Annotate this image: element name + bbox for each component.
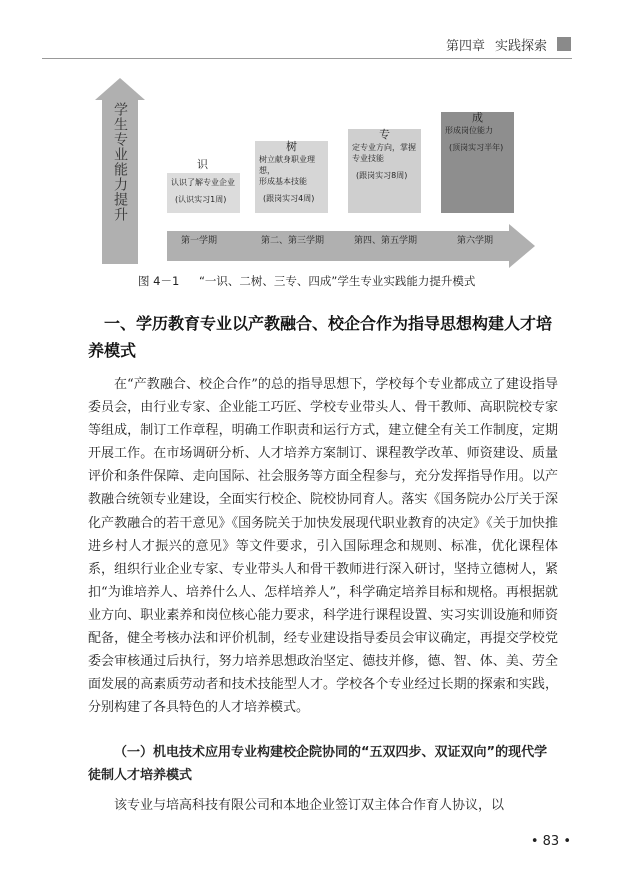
- vertical-arrow: [95, 78, 145, 264]
- body-paragraph: 该专业与培高科技有限公司和本地企业签订双主体合作育人协议，以: [114, 798, 505, 813]
- figure-title: “一识、二树、三专、四成”学生专业实践能力提升模式: [198, 274, 476, 288]
- stage-box-4: [441, 112, 514, 213]
- stage-line: 树立献身职业理想，: [259, 155, 315, 175]
- term-label: 第二、第三学期: [261, 236, 325, 246]
- figure-number: 图 4－1: [138, 274, 180, 288]
- running-header: [446, 34, 571, 54]
- stage-char: 树: [286, 140, 297, 153]
- header-square-icon: [557, 37, 571, 51]
- figure-caption: [138, 273, 538, 289]
- right-arrow-head-icon: [509, 224, 535, 268]
- term-label: 第一学期: [181, 236, 218, 246]
- chapter-label: 第四章: [445, 38, 485, 54]
- stage-box-3: [348, 129, 421, 213]
- subsection-heading: （一）机电技术应用专业构建校企院协同的“五双四步、双证双向”的现代学徒制人才培养模式: [88, 745, 548, 783]
- header-rule: [42, 58, 572, 59]
- body-paragraph: 在“产教融合、校企合作”的总的指导思想下，学校每个专业都成立了建设指导委员会，由行业专家、企业能工巧匠、学校专业带头人、骨干教师、高职院校专家等组成，制订工作章程，明确工作职责和运行方式，建立健全有关工作制度，定期开展工作。在市场调研分析、人才培养方案制订、课程教学改革、师资建设、质量评价和条件保障、走向国际、社会服务等方面全程参与，充分发挥指导作用。以产教融合统领专业建设，全面实行校企、院校协同育人。落实《国务院办公厅关于深化产教融合的若干意见》《国务院关于加快发展现代职业教育的决定》《关于加快推进乡村人才振兴的意见》等文件要求，引入国际理念和规则、标准，优化课程体系，组织行业企业专家、专业带头人和骨干教师进行深入研讨，坚持立德树人，紧扣“为谁培养人、培养什么人、怎样培养人”，科学确定培养目标和规格。再根据就业方向、职业素养和岗位核心能力要求，科学进行课程设置、实习实训设施和师资配备，健全考核办法和评价机制，经专业建设指导委员会审议确定，再提交学校党委会审核通过后执行，努力培养思想政治坚定、德技并修，德、智、体、美、劳全面发展的高素质劳动者和技术技能型人才。学校各个专业经过长期的探索和实践，分别构建了各具特色的人才培养模式。: [88, 377, 558, 716]
- up-arrow-head-icon: [95, 78, 145, 100]
- vertical-arrow-label: 学生专业能力提升: [112, 102, 128, 222]
- page-number: • 83 •: [530, 834, 571, 849]
- stage-line: 形成岗位能力: [445, 126, 493, 135]
- stage-line: 定专业方向，掌握: [352, 143, 416, 152]
- stage-sub: (跟岗实习4周): [263, 194, 315, 203]
- stage-char: 识: [197, 158, 208, 171]
- stage-sub: (认识实习1周): [175, 195, 227, 204]
- stage-char: 成: [472, 111, 483, 124]
- horizontal-arrow: [167, 224, 535, 268]
- ability-diagram: [95, 78, 535, 268]
- section-label: 实践探索: [494, 38, 547, 54]
- stage-char: 专: [379, 128, 390, 141]
- stage-sub: (顶岗实习半年): [449, 143, 504, 152]
- section-heading: 一、学历教育专业以产教融合、校企合作为指导思想构建人才培养模式: [88, 314, 553, 360]
- stage-line: 形成基本技能: [259, 177, 307, 186]
- stage-box-2: [255, 141, 328, 213]
- stage-line: 认识了解专业企业: [171, 178, 235, 187]
- stage-box-1: [167, 158, 240, 213]
- term-label: 第六学期: [457, 236, 494, 246]
- stage-sub: (跟岗实习8周): [356, 171, 408, 180]
- term-label: 第四、第五学期: [354, 236, 418, 246]
- stage-line: 专业技能: [352, 154, 384, 163]
